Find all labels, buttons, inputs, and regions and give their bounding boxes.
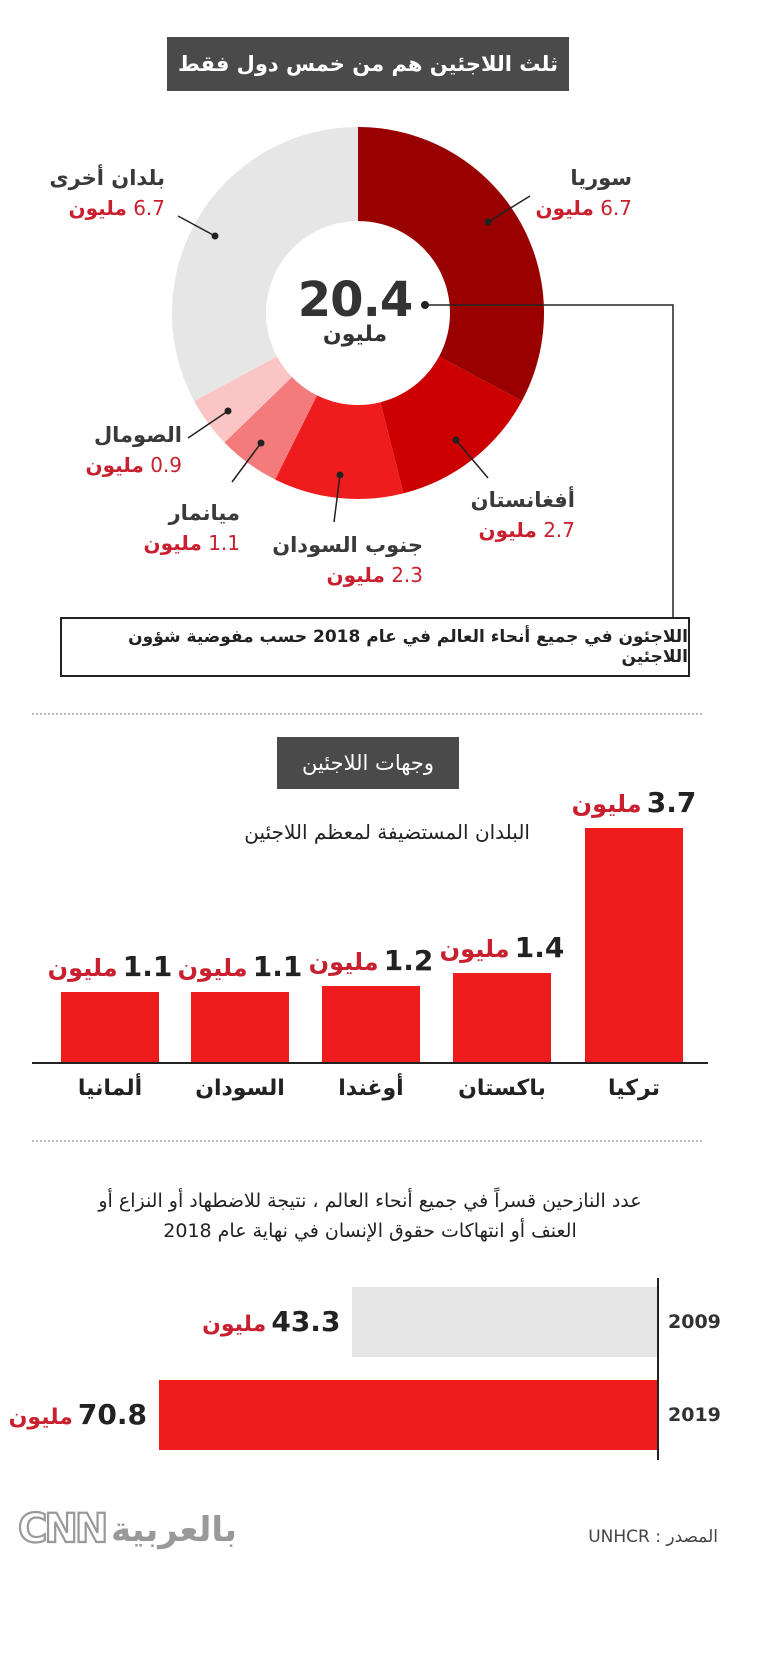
bar-sudan: [191, 992, 289, 1062]
donut-chart: [0, 0, 780, 700]
donut-title: ثلث اللاجئين هم من خمس دول فقط: [167, 37, 569, 91]
bar-category-pakistan: باكستان: [458, 1076, 546, 1101]
hbar-number-2009: 43.3: [271, 1305, 341, 1338]
unit-syria: مليون: [535, 196, 594, 220]
hbars-axis: [657, 1278, 659, 1460]
bar-pakistan: [453, 973, 551, 1062]
donut-center-unit: مليون: [322, 322, 388, 347]
donut-note: اللاجئون في جميع أنحاء العالم في عام 2018 حسب مفوضية شؤون اللاجئين: [60, 617, 690, 677]
hbars-subtitle: [30, 1186, 710, 1246]
svg-text:بالعربية: بالعربية: [111, 1510, 237, 1550]
leader-dot-somalia: [225, 408, 232, 415]
bars-subtitle: البلدان المستضيفة لمعظم اللاجئين: [244, 820, 530, 844]
bar-unit-pakistan: مليون: [439, 935, 510, 964]
year-2009: 2009: [668, 1311, 721, 1333]
bar-number-uganda: 1.2: [383, 944, 434, 978]
bars-title: وجهات اللاجئين: [277, 737, 459, 789]
label-south-sudan-name: جنوب السودان: [272, 533, 423, 557]
logo-text: [181, 1497, 182, 1498]
leader-dot-south-sudan: [337, 472, 344, 479]
leader-dot-others: [212, 233, 219, 240]
slice-others: [172, 127, 358, 401]
label-myanmar-value: 1.1: [208, 531, 240, 555]
bar-value-turkey: [554, 786, 714, 819]
label-syria-value: 6.7: [600, 196, 632, 220]
label-somalia-name: الصومال: [93, 423, 182, 447]
bar-category-turkey: تركيا: [608, 1076, 660, 1101]
label-south-sudan-value: 2.3: [391, 563, 423, 587]
year-2019: 2019: [668, 1404, 721, 1426]
leader-dot-myanmar: [258, 440, 265, 447]
label-afghanistan-name: أفغانستان: [470, 488, 575, 512]
bar-number-sudan: 1.1: [252, 950, 303, 984]
label-others-name: بلدان أخرى: [49, 166, 165, 190]
hbar-value-2009: [202, 1305, 340, 1338]
source-label: المصدر : UNHCR: [588, 1527, 718, 1547]
label-afghanistan: [471, 485, 575, 545]
leader-dot-afghanistan: [453, 437, 460, 444]
bar-number-pakistan: 1.4: [514, 931, 565, 965]
bar-unit-turkey: مليون: [571, 790, 642, 818]
separator-2: [32, 1140, 702, 1142]
hbar-value-2019: [9, 1398, 147, 1431]
hbar-2009: [352, 1287, 657, 1357]
unit-myanmar: مليون: [143, 531, 202, 555]
label-myanmar-name: ميانمار: [168, 501, 240, 525]
bar-germany: [61, 992, 159, 1062]
bar-category-uganda: أوغندا: [338, 1076, 404, 1101]
hbars-subtitle-line1: عدد النازحين قسراً في جميع أنحاء العالم ، نتيجة للاضطهاد أو النزاع أو: [98, 1190, 642, 1212]
label-myanmar: [144, 498, 241, 558]
label-others-value: 6.7: [133, 196, 165, 220]
bar-uganda: [322, 986, 420, 1062]
bar-number-germany: 1.1: [122, 950, 173, 984]
label-syria-name: سوريا: [570, 166, 632, 190]
bar-unit-germany: مليون: [47, 954, 118, 983]
slice-syria: [358, 127, 544, 401]
label-afghanistan-value: 2.7: [543, 518, 575, 542]
label-others: [49, 163, 165, 223]
unit-others: مليون: [68, 196, 127, 220]
bar-category-germany: ألمانيا: [77, 1076, 143, 1101]
label-somalia-value: 0.9: [150, 453, 182, 477]
leader-dot-syria: [485, 219, 492, 226]
hbar-unit-2019: مليون: [8, 1405, 73, 1430]
leader-dot-total: [421, 301, 429, 309]
svg-text:CNN: CNN: [18, 1506, 106, 1552]
hbar-unit-2009: مليون: [202, 1312, 267, 1337]
bar-unit-sudan: مليون: [177, 954, 248, 983]
donut-center-value: 20.4: [297, 272, 413, 328]
bar-category-sudan: السودان: [195, 1076, 285, 1101]
label-south-sudan: [272, 530, 423, 590]
bar-turkey: [585, 828, 683, 1062]
bar-number-turkey: 3.7: [646, 786, 697, 819]
logo-graphic: [16, 1497, 237, 1552]
separator-1: [32, 713, 702, 715]
bar-unit-uganda: مليون: [308, 948, 379, 977]
unit-afghanistan: مليون: [478, 518, 537, 542]
label-syria: [536, 163, 633, 223]
hbars-subtitle-line2: العنف أو انتهاكات حقوق الإنسان في نهاية عام 2018: [163, 1220, 577, 1242]
label-somalia: [86, 420, 183, 480]
unit-somalia: مليون: [85, 453, 144, 477]
unit-south-sudan: مليون: [326, 563, 385, 587]
hbar-number-2019: 70.8: [77, 1398, 147, 1431]
cnn-arabic-logo: [16, 1497, 237, 1552]
hbar-2019: [159, 1380, 657, 1450]
bar-value-germany: [30, 950, 190, 983]
bars-baseline: [32, 1062, 708, 1064]
